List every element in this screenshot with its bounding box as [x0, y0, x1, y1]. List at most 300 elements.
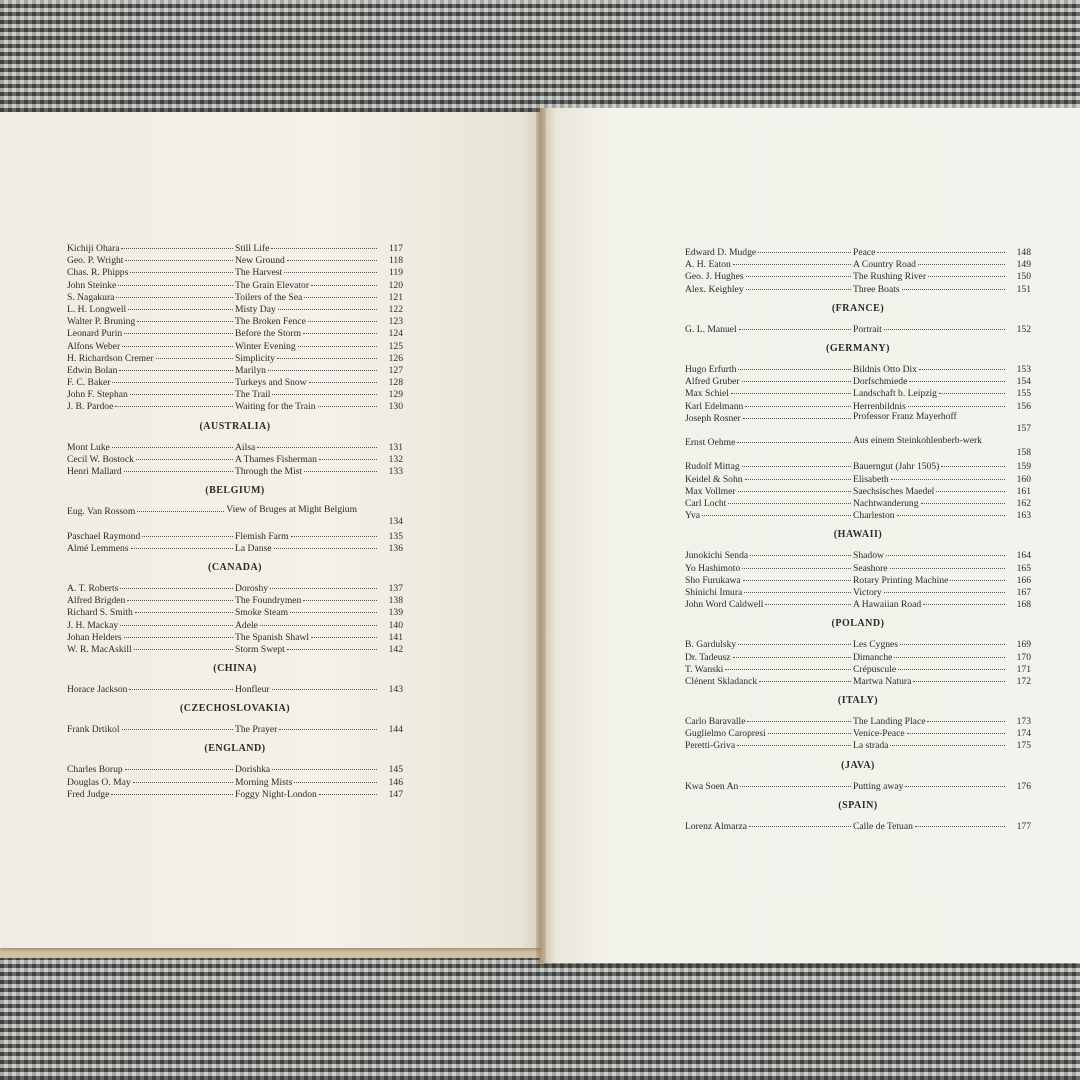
artist-name: Mont Luke: [67, 441, 110, 453]
photo-title: Rotary Printing Machine: [853, 574, 949, 586]
photo-title: The Foundrymen: [235, 595, 302, 607]
artist-cell: [67, 464, 235, 478]
photo-title: The Spanish Shawl: [235, 631, 310, 643]
artist-cell: [685, 282, 853, 296]
page-number: 123: [388, 316, 403, 328]
country-heading: (CHINA): [213, 663, 257, 675]
artist-name: J. H. Mackay: [67, 619, 119, 631]
leader-dots: [272, 760, 377, 770]
leader-dots: [745, 470, 851, 480]
artist-cell: [685, 322, 853, 336]
artist-name: Johan Helders: [67, 631, 122, 643]
leader-dots: [284, 263, 377, 273]
leader-dots: [745, 397, 851, 407]
leader-dots: [128, 300, 233, 310]
artist-name: Karl Edelmann: [685, 400, 744, 412]
artist-name: W. R. MacAskill: [67, 643, 132, 655]
leader-dots: [260, 616, 377, 626]
book-gutter: [536, 108, 546, 963]
country-heading: (POLAND): [831, 618, 885, 630]
photo-title: Dorfschmiede: [853, 376, 908, 388]
index-entry: [685, 282, 1031, 294]
artist-name: G. L. Manuel: [685, 323, 737, 335]
page-number: 161: [1016, 485, 1031, 497]
artist-name: Edward D. Mudge: [685, 247, 757, 258]
leader-dots: [120, 579, 233, 589]
page-number: 166: [1016, 574, 1031, 586]
page-number: 173: [1016, 716, 1031, 728]
photo-title: A Hawaiian Road: [853, 599, 922, 611]
artist-name: Sho Furukawa: [685, 574, 741, 586]
leader-dots: [939, 384, 1005, 394]
leader-dots: [894, 648, 1005, 658]
right-index-column: [685, 245, 1031, 831]
artist-name: Kwa Soen An: [685, 780, 739, 792]
photo-title: Bauerngut (Jahr 1505): [853, 461, 940, 473]
artist-cell: [67, 722, 235, 736]
page-number: 133: [388, 466, 403, 477]
page-number: 153: [1016, 363, 1031, 375]
page-number: 144: [388, 724, 403, 736]
photo-title: Marilyn: [235, 364, 266, 376]
leader-dots: [737, 433, 851, 443]
page-number: 172: [1016, 675, 1031, 687]
photo-title: Bildnis Otto Dix: [853, 363, 917, 375]
artist-name: S. Nagakura: [67, 291, 115, 303]
photo-title: Before the Storm: [235, 328, 302, 340]
artist-name: Richard S. Smith: [67, 607, 133, 619]
page-number: 132: [388, 453, 403, 465]
leader-dots: [112, 373, 233, 383]
page-number: 170: [1016, 651, 1031, 663]
page-number: 167: [1016, 586, 1031, 598]
leader-dots: [733, 255, 851, 265]
artist-name: Max Vollmer: [685, 485, 736, 497]
left-page: [0, 112, 548, 948]
photo-title: Doroshy: [235, 582, 269, 594]
title-cell: [853, 738, 1007, 752]
page-number: 117: [388, 243, 403, 254]
artist-name: Cecil W. Bostock: [67, 453, 134, 465]
index-entry: [67, 399, 403, 411]
artist-name: Fred Judge: [67, 788, 110, 800]
photo-title: Peace: [853, 247, 876, 258]
page-number: 157: [1016, 422, 1031, 434]
leader-dots: [743, 571, 851, 581]
photo-title: Professor Franz Mayerhoff: [853, 410, 957, 422]
page-number: 152: [1016, 323, 1031, 335]
photo-title: Winter Evening: [235, 340, 296, 352]
leader-dots: [902, 280, 1005, 290]
leader-dots: [274, 539, 378, 549]
leader-dots: [950, 571, 1005, 581]
page-number: 143: [388, 684, 403, 696]
country-heading: (ITALY): [837, 695, 879, 707]
title-cell: [235, 541, 379, 555]
index-entry: [685, 508, 1031, 520]
leader-dots: [136, 450, 233, 460]
page-number: 129: [388, 389, 403, 401]
page-number: 163: [1016, 510, 1031, 522]
page-number: 135: [388, 530, 403, 542]
title-cell: [853, 322, 1007, 336]
leader-dots: [270, 579, 377, 589]
page-number: 127: [388, 364, 403, 376]
leader-dots: [909, 372, 1005, 382]
artist-cell: [685, 674, 853, 688]
country-heading: (FRANCE): [831, 302, 885, 314]
leader-dots: [294, 773, 377, 783]
leader-dots: [728, 494, 851, 504]
page-number: 142: [388, 643, 403, 655]
artist-cell: [685, 738, 853, 752]
leader-dots: [112, 438, 233, 448]
artist-name: Horace Jackson: [67, 684, 128, 696]
leader-dots: [731, 384, 851, 394]
leader-dots: [120, 616, 233, 626]
leader-dots: [319, 785, 377, 795]
artist-cell: [67, 541, 235, 555]
page-number: 149: [1016, 259, 1031, 271]
photo-title: The Rushing River: [853, 271, 927, 283]
photo-title: Seashore: [853, 562, 888, 574]
photo-title: Putting away: [853, 780, 904, 792]
page-number: 159: [1016, 461, 1031, 473]
photo-title: Dimanche: [853, 651, 893, 663]
page-number: 131: [388, 441, 403, 453]
photo-title: Shadow: [853, 550, 884, 562]
leader-dots: [124, 628, 233, 638]
title-cell: [853, 779, 1007, 793]
leader-dots: [287, 251, 377, 261]
leader-dots: [121, 239, 233, 249]
artist-name: John Word Caldwell: [685, 599, 764, 611]
page-number: 120: [388, 279, 403, 291]
leader-dots: [900, 635, 1005, 645]
leader-dots: [122, 720, 234, 730]
country-heading: (CANADA): [208, 561, 262, 573]
artist-name: L. H. Longwell: [67, 303, 127, 315]
leader-dots: [742, 559, 851, 569]
index-entry: [685, 674, 1031, 686]
artist-name: Yo Hashimoto: [685, 562, 741, 574]
leader-dots: [303, 324, 377, 334]
artist-name: Dr. Tadeusz: [685, 651, 731, 663]
photo-title: Martwa Natura: [853, 675, 912, 687]
photo-title: Aus einem Steinkohlenberb-werk: [853, 435, 982, 447]
leader-dots: [268, 361, 377, 371]
page-number: 160: [1016, 473, 1031, 485]
photo-title: Charleston: [853, 510, 895, 522]
photo-title: The Landing Place: [853, 716, 926, 728]
page-number: 118: [388, 255, 403, 267]
leader-dots: [891, 470, 1005, 480]
index-entry: [67, 504, 403, 528]
index-entry: [685, 435, 1031, 459]
leader-dots: [287, 640, 377, 650]
leader-dots: [750, 546, 851, 556]
artist-name: Frank Drtikol: [67, 724, 120, 736]
leader-dots: [304, 288, 377, 298]
leader-dots: [279, 720, 377, 730]
title-cell: [235, 722, 379, 736]
leader-dots: [131, 539, 233, 549]
leader-dots: [311, 628, 377, 638]
artist-cell: [685, 597, 853, 611]
index-entry: [685, 411, 1031, 435]
photo-title: Crépuscule: [853, 663, 897, 675]
page-number: 156: [1016, 400, 1031, 412]
artist-cell: [67, 787, 235, 801]
artist-name: Alfred Brigden: [67, 595, 126, 607]
leader-dots: [908, 397, 1005, 407]
title-cell: [235, 464, 379, 478]
artist-name: Lorenz Almarza: [685, 820, 748, 832]
artist-name: Keidel & Sohn: [685, 473, 743, 485]
country-heading: (SPAIN): [838, 799, 878, 811]
title-cell: [235, 787, 379, 801]
country-heading: (JAVA): [841, 759, 875, 771]
leader-dots: [742, 457, 851, 467]
page-number: 138: [388, 595, 403, 607]
leader-dots: [257, 438, 377, 448]
photo-title: View of Bruges at Might Belgium: [226, 504, 358, 516]
leader-dots: [744, 583, 851, 593]
photo-title: Simplicity: [235, 352, 275, 364]
artist-name: F. C. Baker: [67, 377, 111, 389]
photo-title: Venice-Peace: [853, 728, 905, 740]
leader-dots: [124, 462, 233, 472]
artist-name: Rudolf Mittag: [685, 461, 740, 473]
photo-title: Dorishka: [235, 764, 271, 776]
artist-name: Clénent Skladanck: [685, 675, 758, 687]
country-heading: (BELGIUM): [205, 485, 265, 497]
leader-dots: [743, 409, 851, 419]
page-number: 139: [388, 607, 403, 619]
left-index-column: [67, 241, 403, 799]
leader-dots: [928, 267, 1005, 277]
title-cell: [235, 682, 379, 696]
leader-dots: [308, 312, 377, 322]
photo-title: Toilers of the Sea: [235, 291, 303, 303]
leader-dots: [278, 300, 377, 310]
artist-name: T. Wanski: [685, 663, 724, 675]
photo-title: Ailsa: [235, 441, 256, 453]
photo-title: Storm Swept: [235, 643, 285, 655]
title-cell: [853, 435, 1007, 447]
leader-dots: [919, 360, 1005, 370]
title-cell: [853, 674, 1007, 688]
page-number: 171: [1016, 663, 1031, 675]
leader-dots: [303, 591, 377, 601]
page-number: 158: [1016, 447, 1031, 459]
artist-name: Hugo Erfurth: [685, 363, 737, 375]
artist-name: Ernst Oehme: [685, 437, 736, 449]
leader-dots: [318, 397, 377, 407]
photo-title: The Broken Fence: [235, 316, 306, 328]
leader-dots: [758, 243, 851, 253]
leader-dots: [137, 312, 233, 322]
index-entry: [685, 779, 1031, 791]
artist-name: Alex. Keighley: [685, 283, 744, 295]
leader-dots: [918, 255, 1005, 265]
page-number: 119: [388, 267, 403, 279]
leader-dots: [886, 546, 1005, 556]
index-entry: [67, 787, 403, 799]
artist-name: Geo. P. Wright: [67, 255, 124, 267]
leader-dots: [309, 373, 377, 383]
leader-dots: [738, 360, 851, 370]
artist-cell: [685, 508, 853, 522]
page-number: 147: [388, 788, 403, 800]
photo-title: The Prayer: [235, 724, 278, 736]
leader-dots: [142, 527, 233, 537]
artist-name: Charles Borup: [67, 764, 123, 776]
leader-dots: [725, 660, 851, 670]
artist-cell: [685, 411, 853, 425]
photo-title: Smoke Steam: [235, 607, 289, 619]
artist-name: A. T. Roberts: [67, 582, 119, 594]
artist-name: Eug. Van Rossom: [67, 506, 136, 518]
artist-name: Alfons Weber: [67, 340, 121, 352]
leader-dots: [898, 660, 1005, 670]
photo-title: Waiting for the Train: [235, 401, 316, 413]
page-number: 148: [1016, 247, 1031, 258]
artist-name: Guglielmo Caropresi: [685, 728, 766, 740]
artist-name: Max Schiel: [685, 388, 729, 400]
artist-name: H. Richardson Cremer: [67, 352, 154, 364]
page-number: 124: [388, 328, 403, 340]
artist-name: B. Gardulsky: [685, 639, 737, 651]
country-heading: (HAWAII): [833, 529, 883, 541]
leader-dots: [271, 239, 377, 249]
photo-title: Morning Mists: [235, 776, 293, 788]
title-cell: [226, 504, 380, 516]
leader-dots: [115, 397, 233, 407]
index-entry: [67, 682, 403, 694]
artist-name: Alfred Gruber: [685, 376, 740, 388]
photo-title: Still Life: [235, 243, 270, 254]
photo-title: Three Boats: [853, 283, 900, 295]
leader-dots: [936, 482, 1005, 492]
leader-dots: [768, 724, 851, 734]
artist-name: Kichiji Ohara: [67, 243, 120, 254]
artist-name: A. H. Eaton: [685, 259, 731, 271]
leader-dots: [122, 337, 233, 347]
photo-title: Portrait: [853, 323, 882, 335]
artist-name: Chas. R. Phipps: [67, 267, 129, 279]
artist-name: Joseph Rosner: [685, 412, 741, 424]
index-entry: [685, 322, 1031, 334]
artist-cell: [685, 779, 853, 793]
leader-dots: [129, 680, 233, 690]
leader-dots: [759, 672, 851, 682]
photo-title: Nachtwanderung: [853, 498, 919, 510]
page-number: 137: [388, 582, 403, 594]
page-number: 176: [1016, 780, 1031, 792]
country-heading: (AUSTRALIA): [199, 420, 271, 432]
artist-cell: [685, 435, 853, 449]
photo-title: Calle de Tetuan: [853, 820, 913, 832]
photo-title: Les Cygnes: [853, 639, 899, 651]
leader-dots: [739, 320, 851, 330]
artist-name: Geo. J. Hughes: [685, 271, 744, 283]
leader-dots: [923, 595, 1005, 605]
page-number: 175: [1016, 740, 1031, 752]
country-heading: (ENGLAND): [204, 743, 266, 755]
leader-dots: [134, 640, 233, 650]
page-number: 164: [1016, 550, 1031, 562]
page-number: 141: [388, 631, 403, 643]
title-cell: [853, 282, 1007, 296]
photo-title: A Country Road: [853, 259, 916, 271]
photo-title: Elisabeth: [853, 473, 889, 485]
page-number: 122: [388, 303, 403, 315]
page-number: 146: [388, 776, 403, 788]
photo-title: Through the Mist: [235, 466, 303, 477]
leader-dots: [738, 635, 851, 645]
title-cell: [235, 642, 379, 656]
photo-title: Victory: [853, 586, 882, 598]
leader-dots: [133, 773, 233, 783]
photo-title: Adele: [235, 619, 258, 631]
artist-name: Almé Lemmens: [67, 542, 129, 554]
leader-dots: [890, 736, 1005, 746]
artist-name: John Steinke: [67, 279, 117, 291]
leader-dots: [941, 457, 1005, 467]
right-page: [540, 108, 1080, 963]
page-number: 134: [388, 516, 403, 528]
photo-title: Misty Day: [235, 303, 276, 315]
artist-name: Shinichi Imura: [685, 586, 743, 598]
country-heading: (GERMANY): [826, 342, 890, 354]
leader-dots: [156, 349, 233, 359]
artist-name: Yva: [685, 510, 701, 522]
title-cell: [853, 597, 1007, 611]
leader-dots: [319, 450, 377, 460]
leader-dots: [907, 724, 1005, 734]
artist-cell: [67, 399, 235, 413]
leader-dots: [742, 372, 851, 382]
photo-title: Honfleur: [235, 684, 270, 696]
index-entry: [685, 597, 1031, 609]
leader-dots: [118, 276, 233, 286]
page-number: 151: [1016, 283, 1031, 295]
artist-name: Carl Locht: [685, 498, 727, 510]
leader-dots: [702, 506, 851, 516]
leader-dots: [884, 320, 1005, 330]
leader-dots: [277, 349, 377, 359]
page-number: 169: [1016, 639, 1031, 651]
leader-dots: [272, 385, 377, 395]
photo-title: New Ground: [235, 255, 285, 267]
leader-dots: [746, 280, 851, 290]
page-number: 140: [388, 619, 403, 631]
leader-dots: [913, 672, 1005, 682]
leader-dots: [119, 361, 233, 371]
leader-dots: [737, 736, 851, 746]
index-entry: [685, 738, 1031, 750]
artist-name: Walter P. Bruning: [67, 316, 136, 328]
artist-name: John F. Stephan: [67, 389, 128, 401]
leader-dots: [130, 263, 233, 273]
photo-title: Saechsisches Maedel: [853, 485, 935, 497]
leader-dots: [135, 603, 233, 613]
artist-name: Edwin Bolan: [67, 364, 118, 376]
page-number: 174: [1016, 728, 1031, 740]
page-number: 155: [1016, 388, 1031, 400]
artist-name: Douglas O. May: [67, 776, 131, 788]
